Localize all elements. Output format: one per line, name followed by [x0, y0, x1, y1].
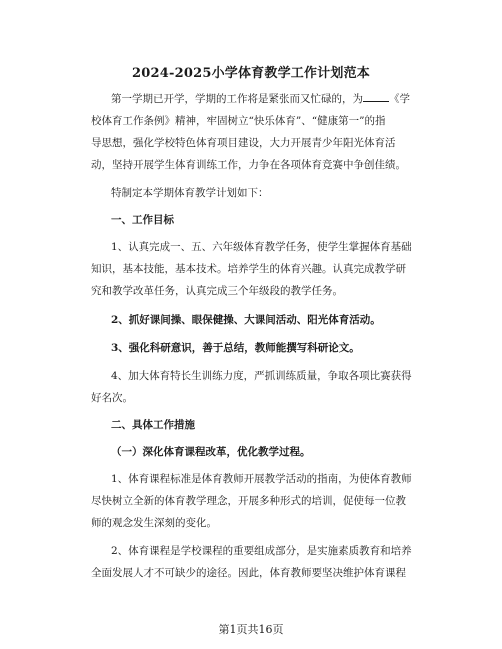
subsection-heading: （一）深化体育课程改革，优化教学过程。	[111, 446, 311, 458]
paragraph-line: 2、体育课程是学校课程的重要组成部分，是实施素质教育和培养	[111, 545, 412, 557]
paragraph-line	[111, 92, 413, 106]
fill-blank	[363, 92, 389, 102]
paragraph-line: 知识，基本技能，基本技术。培养学生的体育兴趣。认真完成教学研	[91, 263, 406, 275]
paragraph-line: 动，坚持开展学生体育训练工作，力争在各项体育竞赛中争创佳绩。	[91, 159, 406, 171]
document-title: 2024-2025小学体育教学工作计划范本	[132, 66, 370, 81]
paragraph-line: 师的观念发生深刻的变化。	[91, 517, 217, 529]
paragraph-line: 校体育工作条例》精神，牢固树立“快乐体育”、“健康第一”的指	[91, 115, 386, 127]
paragraph-line: 1、体育课程标准是体育教师开展教学活动的指南，为使体育教师	[111, 473, 412, 485]
paragraph-line: 尽快树立全新的体育教学理念，开展多种形式的培训，促使每一位教	[91, 495, 406, 507]
paragraph-line: 全面发展人才不可缺少的途径。因此，体育教师要坚决维护体育课程	[91, 567, 406, 579]
bold-line: 3、强化科研意识，善于总结，教师能撰写科研论文。	[111, 342, 360, 354]
line-text: 《学	[389, 93, 410, 105]
paragraph-line: 1、认真完成一、五、六年级体育教学任务，使学生掌握体育基础	[111, 241, 412, 253]
paragraph-line: 特制定本学期体育教学计划如下：	[111, 187, 269, 199]
bold-line: 2、抓好课间操、眼保健操、大课间活动、阳光体育活动。	[111, 314, 381, 326]
section-heading: 二、具体工作措施	[111, 419, 195, 431]
paragraph-line: 导思想，强化学校特色体育项目建设，大力开展青少年阳光体育活	[91, 137, 396, 149]
line-text: 第一学期已开学，学期的工作将是紧张而又忙碌的，为	[111, 93, 363, 105]
page-footer: 第1页共16页	[218, 623, 284, 636]
paragraph-line: 好名次。	[91, 392, 133, 404]
paragraph-line: 4、加大体育特长生训练力度，严抓训练质量，争取各项比赛获得	[111, 370, 412, 382]
paragraph-line: 究和教学改革任务，认真完成三个年级段的教学任务。	[91, 285, 343, 297]
section-heading: 一、工作目标	[111, 214, 174, 226]
